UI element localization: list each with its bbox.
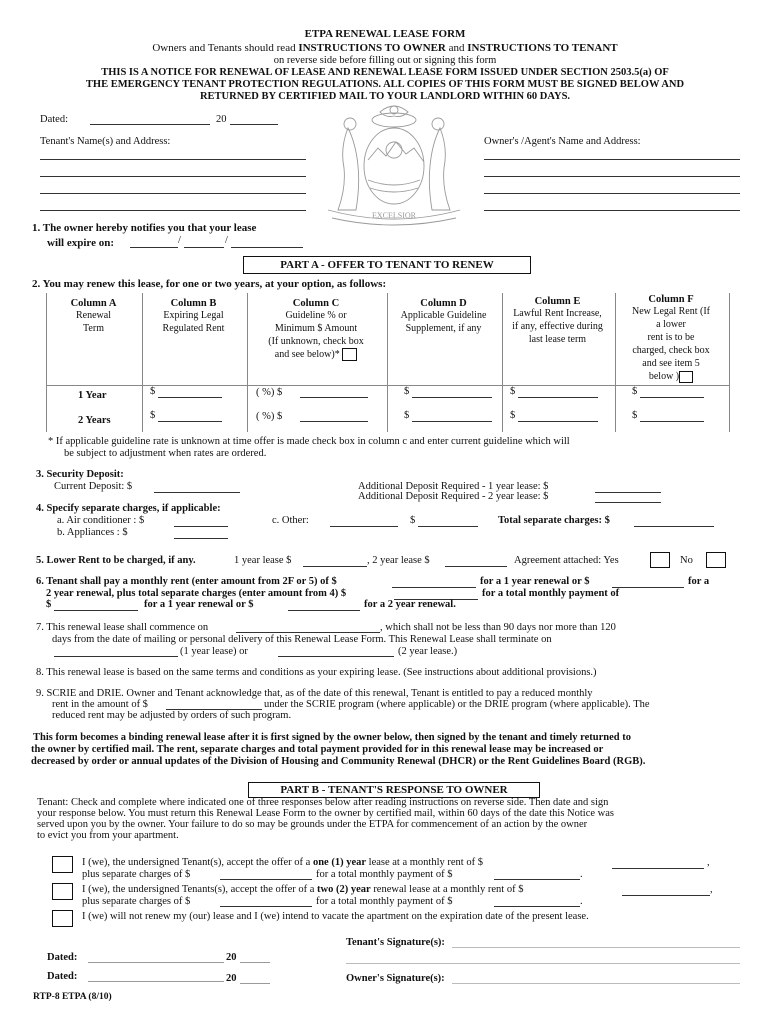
column-d-header (386, 298, 501, 335)
owner-signature-field[interactable] (452, 983, 740, 984)
response-vacate-checkbox[interactable] (52, 910, 73, 927)
col-d-dollar: $ (404, 386, 410, 397)
expire-year-field[interactable] (231, 247, 303, 248)
response-text: lease at a monthly rent of $ (366, 857, 483, 868)
expiring-rent-1yr-field[interactable] (158, 397, 222, 398)
row-term-1: 1 Year (78, 390, 107, 401)
other-description-field[interactable] (330, 526, 398, 527)
column-title: Column D (420, 298, 467, 309)
ac-field[interactable] (174, 526, 228, 527)
monthly-rent-2yr-field[interactable] (612, 587, 684, 588)
instructions-tenant: INSTRUCTIONS TO TENANT (467, 42, 618, 54)
column-a-header (46, 298, 141, 335)
item7-line1: 7. This renewal lease shall commence on (36, 622, 209, 633)
tenant-dated-year: 20 (226, 952, 237, 963)
part-b-line-2: your response below. You must return this Renewal Lease Form to the owner by certified mail, within 60 days of the date this Notice was (37, 808, 614, 819)
expire-month-field[interactable] (130, 247, 178, 248)
item7-line2: days from the date of mailing or personal delivery of this Renewal Lease Form. This Renewal Lease shall terminate on (52, 634, 552, 645)
form-title: ETPA RENEWAL LEASE FORM (304, 28, 466, 40)
response-1yr-charges-field[interactable] (220, 879, 312, 880)
agreement-yes-checkbox[interactable] (650, 552, 670, 568)
expire-slash: / (225, 235, 228, 246)
item4-label: 4. Specify separate charges, if applicable: (36, 503, 221, 514)
tenant-name-label: Tenant's Name(s) and Address: (40, 136, 171, 147)
response-1yr-line1 (82, 857, 483, 868)
column-sub: Term (83, 323, 104, 334)
col-f-dollar: $ (632, 410, 638, 421)
tenant-address-line[interactable] (40, 159, 306, 160)
appliances-label: b. Appliances : $ (57, 527, 128, 538)
column-sub: and see below)* (274, 349, 340, 360)
lower-2yr-label: , 2 year lease $ (367, 555, 430, 566)
instructions-text: Owners and Tenants should read (152, 42, 299, 54)
owner-dated-label: Dated: (47, 971, 78, 982)
item6-2yr-renewal: for a 2 year renewal. (364, 599, 456, 610)
owner-dated-field[interactable] (88, 981, 224, 982)
tenant-dated-label: Dated: (47, 952, 78, 963)
col-e-dollar: $ (510, 386, 516, 397)
tenant-address-line[interactable] (40, 193, 306, 194)
column-sub: Regulated Rent (162, 323, 225, 334)
response-2yr-charges-field[interactable] (220, 906, 312, 907)
instructions-line (0, 42, 770, 54)
column-sub: Guideline % or (285, 310, 347, 321)
commence-date-field[interactable] (236, 632, 380, 633)
item9-line1: 9. SCRIE and DRIE. Owner and Tenant acknowledge that, as of the date of this renewal, Tenant is entitled to pay a reduced monthly (36, 688, 593, 699)
response-2yr-total-field[interactable] (494, 906, 580, 907)
dated-label: Dated: (40, 114, 68, 125)
response-2yr-total-label: for a total monthly payment of $ (316, 896, 453, 907)
total-payment-1yr-field[interactable] (54, 610, 138, 611)
lawful-increase-1yr-field[interactable] (518, 397, 598, 398)
owner-dated-year-field[interactable] (240, 983, 270, 984)
expire-day-field[interactable] (184, 247, 224, 248)
response-2yr-rent-field[interactable] (622, 895, 710, 896)
response-text: I (we), the undersigned Tenants(s), accept the offer of a (82, 884, 318, 895)
instructions-and: and (445, 42, 468, 54)
footnote-line-2: be subject to adjustment when rates are ordered. (64, 448, 267, 459)
column-sub: and see item 5 (642, 358, 700, 369)
lower-1yr-field[interactable] (303, 566, 367, 567)
column-c-header (246, 298, 386, 361)
part-b-header: PART B - TENANT'S RESPONSE TO OWNER (248, 782, 540, 798)
column-title: Column A (70, 298, 117, 309)
owner-name-label: Owner's /Agent's Name and Address: (484, 136, 641, 147)
item3-label: 3. Security Deposit: (36, 469, 124, 480)
tenant-signature-field[interactable] (452, 947, 740, 948)
column-title: Column E (534, 296, 581, 307)
item6-1yr-label: for a 1 year renewal or $ (480, 576, 590, 587)
expire-slash: / (178, 235, 181, 246)
response-1yr-charges-label: plus separate charges of $ (82, 869, 191, 880)
add-deposit-2yr-label: Additional Deposit Required - 2 year lease: $ (358, 491, 549, 502)
item2-text: 2. You may renew this lease, for one or two years, at your option, as follows: (32, 278, 387, 290)
item1-text: 1. The owner hereby notifies you that your lease (32, 222, 257, 234)
owner-address-line[interactable] (484, 176, 740, 177)
agreement-no-checkbox[interactable] (706, 552, 726, 568)
add-deposit-1yr-label: Additional Deposit Required - 1 year lease: $ (358, 481, 549, 492)
item6-total-label: for a total monthly payment of (482, 588, 620, 599)
lower-rent-checkbox[interactable] (679, 371, 693, 383)
response-2yr-line1 (82, 884, 523, 895)
current-deposit-label: Current Deposit: $ (54, 481, 133, 492)
owner-signature-label: Owner's Signature(s): (346, 973, 445, 984)
item5-label: 5. Lower Rent to be charged, if any. (36, 555, 196, 566)
instructions-subline: on reverse side before filling out or signing this form (273, 55, 497, 66)
part-b-line-3: served upon you by the owner. Your failure to do so may be grounds under the ETPA for commencement of an action by the owner (37, 819, 588, 830)
lower-1yr-label: 1 year lease $ (234, 555, 292, 566)
notice-line-1: THIS IS A NOTICE FOR RENEWAL OF LEASE AND RENEWAL LEASE FORM ISSUED UNDER SECTION 2503.5(a) OF (101, 67, 669, 78)
column-sub: below ) (648, 371, 680, 382)
item6-line1: 6. Tenant shall pay a monthly rent (enter amount from 2F or 5) of $ (36, 576, 337, 587)
col-c-pct: ( %) $ (256, 411, 283, 422)
col-d-dollar: $ (404, 410, 410, 421)
item6-for-a: for a (688, 576, 710, 587)
item9-line3: reduced rent may be adjusted by orders of such program. (52, 710, 292, 721)
owner-dated-year: 20 (226, 973, 237, 984)
agreement-label: Agreement attached: Yes (514, 555, 619, 566)
column-sub: a lower (656, 319, 686, 330)
notice-line-2: THE EMERGENCY TENANT PROTECTION REGULATIONS. ALL COPIES OF THIS FORM MUST BE SIGNED BELOW AND (85, 79, 685, 90)
tenant-signature-field-2[interactable] (346, 963, 740, 964)
column-sub: Expiring Legal (163, 310, 224, 321)
column-sub: Lawful Rent Increase, (513, 308, 602, 319)
current-deposit-field[interactable] (154, 492, 240, 493)
other-dollar: $ (410, 515, 416, 526)
tenant-dated-field[interactable] (88, 962, 224, 963)
column-sub: charged, check box (632, 345, 710, 356)
column-title: Column C (292, 298, 340, 309)
terminate-1yr-field[interactable] (54, 656, 178, 657)
item7-1yr-label: (1 year lease) or (180, 646, 248, 657)
guideline-2yr-field[interactable] (300, 421, 368, 422)
col-e-dollar: $ (510, 410, 516, 421)
new-rent-1yr-field[interactable] (640, 397, 704, 398)
item9-line2: under the SCRIE program (where applicable) or the DRIE program (where applicable). The (264, 699, 650, 710)
column-title: Column B (170, 298, 217, 309)
item1-expire-label: will expire on: (47, 237, 115, 249)
item7-line1b: , which shall not be less than 90 days nor more than 120 (380, 622, 616, 633)
response-period: . (580, 896, 583, 907)
ac-label: a. Air conditioner : $ (57, 515, 145, 526)
notice-line-3: RETURNED BY CERTIFIED MAIL TO YOUR LANDLORD WITHIN 60 DAYS. (199, 91, 571, 102)
instructions-owner: INSTRUCTIONS TO OWNER (298, 42, 446, 54)
owner-address-line[interactable] (484, 193, 740, 194)
response-2yr-charges-label: plus separate charges of $ (82, 896, 191, 907)
response-1yr-rent-field[interactable] (612, 868, 704, 869)
column-e-header (501, 296, 614, 346)
lower-2yr-field[interactable] (445, 566, 507, 567)
col-f-dollar: $ (632, 386, 638, 397)
part-a-header: PART A - OFFER TO TENANT TO RENEW (243, 256, 531, 274)
item8-text: 8. This renewal lease is based on the same terms and conditions as your expiring lease. (See instructions about additional provisions.) (36, 667, 597, 678)
tenant-address-line[interactable] (40, 210, 306, 211)
supplement-1yr-field[interactable] (412, 397, 492, 398)
part-b-line-4: to evict you from your apartment. (37, 830, 179, 841)
seal-motto: EXCELSIOR (372, 211, 416, 220)
column-sub: New Legal Rent (If (631, 306, 711, 317)
total-charges-field[interactable] (634, 526, 714, 527)
column-sub: Minimum $ Amount (274, 323, 358, 334)
add-deposit-2yr-field[interactable] (595, 502, 661, 503)
total-charges-label: Total separate charges: $ (498, 515, 610, 526)
item7-2yr-label: (2 year lease.) (398, 646, 458, 657)
column-title: Column F (648, 294, 694, 305)
response-1yr-total-field[interactable] (494, 879, 580, 880)
part-b-line-1: Tenant: Check and complete where indicated one of three responses below after reading instructions on reverse side. Then date and sign (37, 797, 609, 808)
column-f-header (614, 294, 728, 383)
expiring-rent-2yr-field[interactable] (158, 421, 222, 422)
terminate-2yr-field[interactable] (278, 656, 394, 657)
column-b-header (141, 298, 246, 335)
response-text: renewal lease at a monthly rent of $ (370, 884, 524, 895)
response-comma: , (707, 857, 710, 868)
column-sub: last lease term (528, 334, 587, 345)
item6-line2: 2 year renewal, plus total separate charges (enter amount from 4) $ (46, 588, 347, 599)
monthly-rent-1yr-field[interactable] (392, 587, 476, 588)
guideline-1yr-field[interactable] (300, 397, 368, 398)
response-term: one (1) year (312, 857, 367, 868)
owner-address-line[interactable] (484, 210, 740, 211)
agreement-no-label: No (680, 555, 693, 566)
column-sub: (If unknown, check box (268, 336, 364, 347)
response-2yr-checkbox[interactable] (52, 883, 73, 900)
item6-1yr-renewal: for a 1 year renewal or $ (144, 599, 254, 610)
response-1yr-total-label: for a total monthly payment of $ (316, 869, 453, 880)
total-payment-2yr-field[interactable] (288, 610, 360, 611)
tenant-dated-year-field[interactable] (240, 962, 270, 963)
col-b-dollar: $ (150, 386, 156, 397)
col-b-dollar: $ (150, 410, 156, 421)
footnote-line-1: * If applicable guideline rate is unknown at time offer is made check box in column c and enter current guideline which will (48, 436, 570, 447)
column-sub: Applicable Guideline (400, 310, 487, 321)
state-seal-icon (308, 98, 480, 238)
form-code: RTP-8 ETPA (8/10) (33, 992, 112, 1002)
binding-line-1: This form becomes a binding renewal lease after it is first signed by the owner below, then signed by the tenant and timely returned to (33, 732, 632, 743)
other-amount-field[interactable] (418, 526, 478, 527)
tenant-signature-label: Tenant's Signature(s): (346, 937, 445, 948)
response-term: two (2) year (317, 884, 371, 895)
owner-address-line[interactable] (484, 159, 740, 160)
dated-year-label: 20 (216, 114, 227, 125)
response-comma: , (710, 884, 713, 895)
tenant-address-line[interactable] (40, 176, 306, 177)
add-deposit-1yr-field[interactable] (595, 492, 661, 493)
binding-line-2: the owner by certified mail. The rent, separate charges and total payment provided for in this renewal lease may be increased or (31, 744, 604, 755)
response-vacate-text: I (we) will not renew my (our) lease and I (we) intend to vacate the apartment on the expiration date of the present lease. (82, 911, 589, 922)
lawful-increase-2yr-field[interactable] (518, 421, 598, 422)
new-rent-2yr-field[interactable] (640, 421, 704, 422)
col-c-pct: ( %) $ (256, 387, 283, 398)
other-label: c. Other: (272, 515, 309, 526)
item9-rent-label: rent in the amount of $ (52, 699, 148, 710)
dated-year-field[interactable] (230, 124, 278, 125)
response-period: . (580, 869, 583, 880)
guideline-unknown-checkbox[interactable] (342, 348, 357, 361)
binding-line-3: decreased by order or annual updates of the Division of Housing and Community Renewal (DHCR) or the Rent Guidelines Board (RGB). (31, 756, 646, 767)
row-term-2: 2 Years (78, 415, 111, 426)
column-sub: Renewal (76, 310, 111, 321)
dated-field[interactable] (90, 124, 210, 125)
item6-dollar: $ (46, 599, 52, 610)
column-sub: Supplement, if any (405, 323, 482, 334)
column-sub: if any, effective during (512, 321, 603, 332)
column-sub: rent is to be (647, 332, 695, 343)
response-1yr-checkbox[interactable] (52, 856, 73, 873)
supplement-2yr-field[interactable] (412, 421, 492, 422)
response-text: I (we), the undersigned Tenant(s), accept the offer of a (82, 857, 313, 868)
appliances-field[interactable] (174, 538, 228, 539)
